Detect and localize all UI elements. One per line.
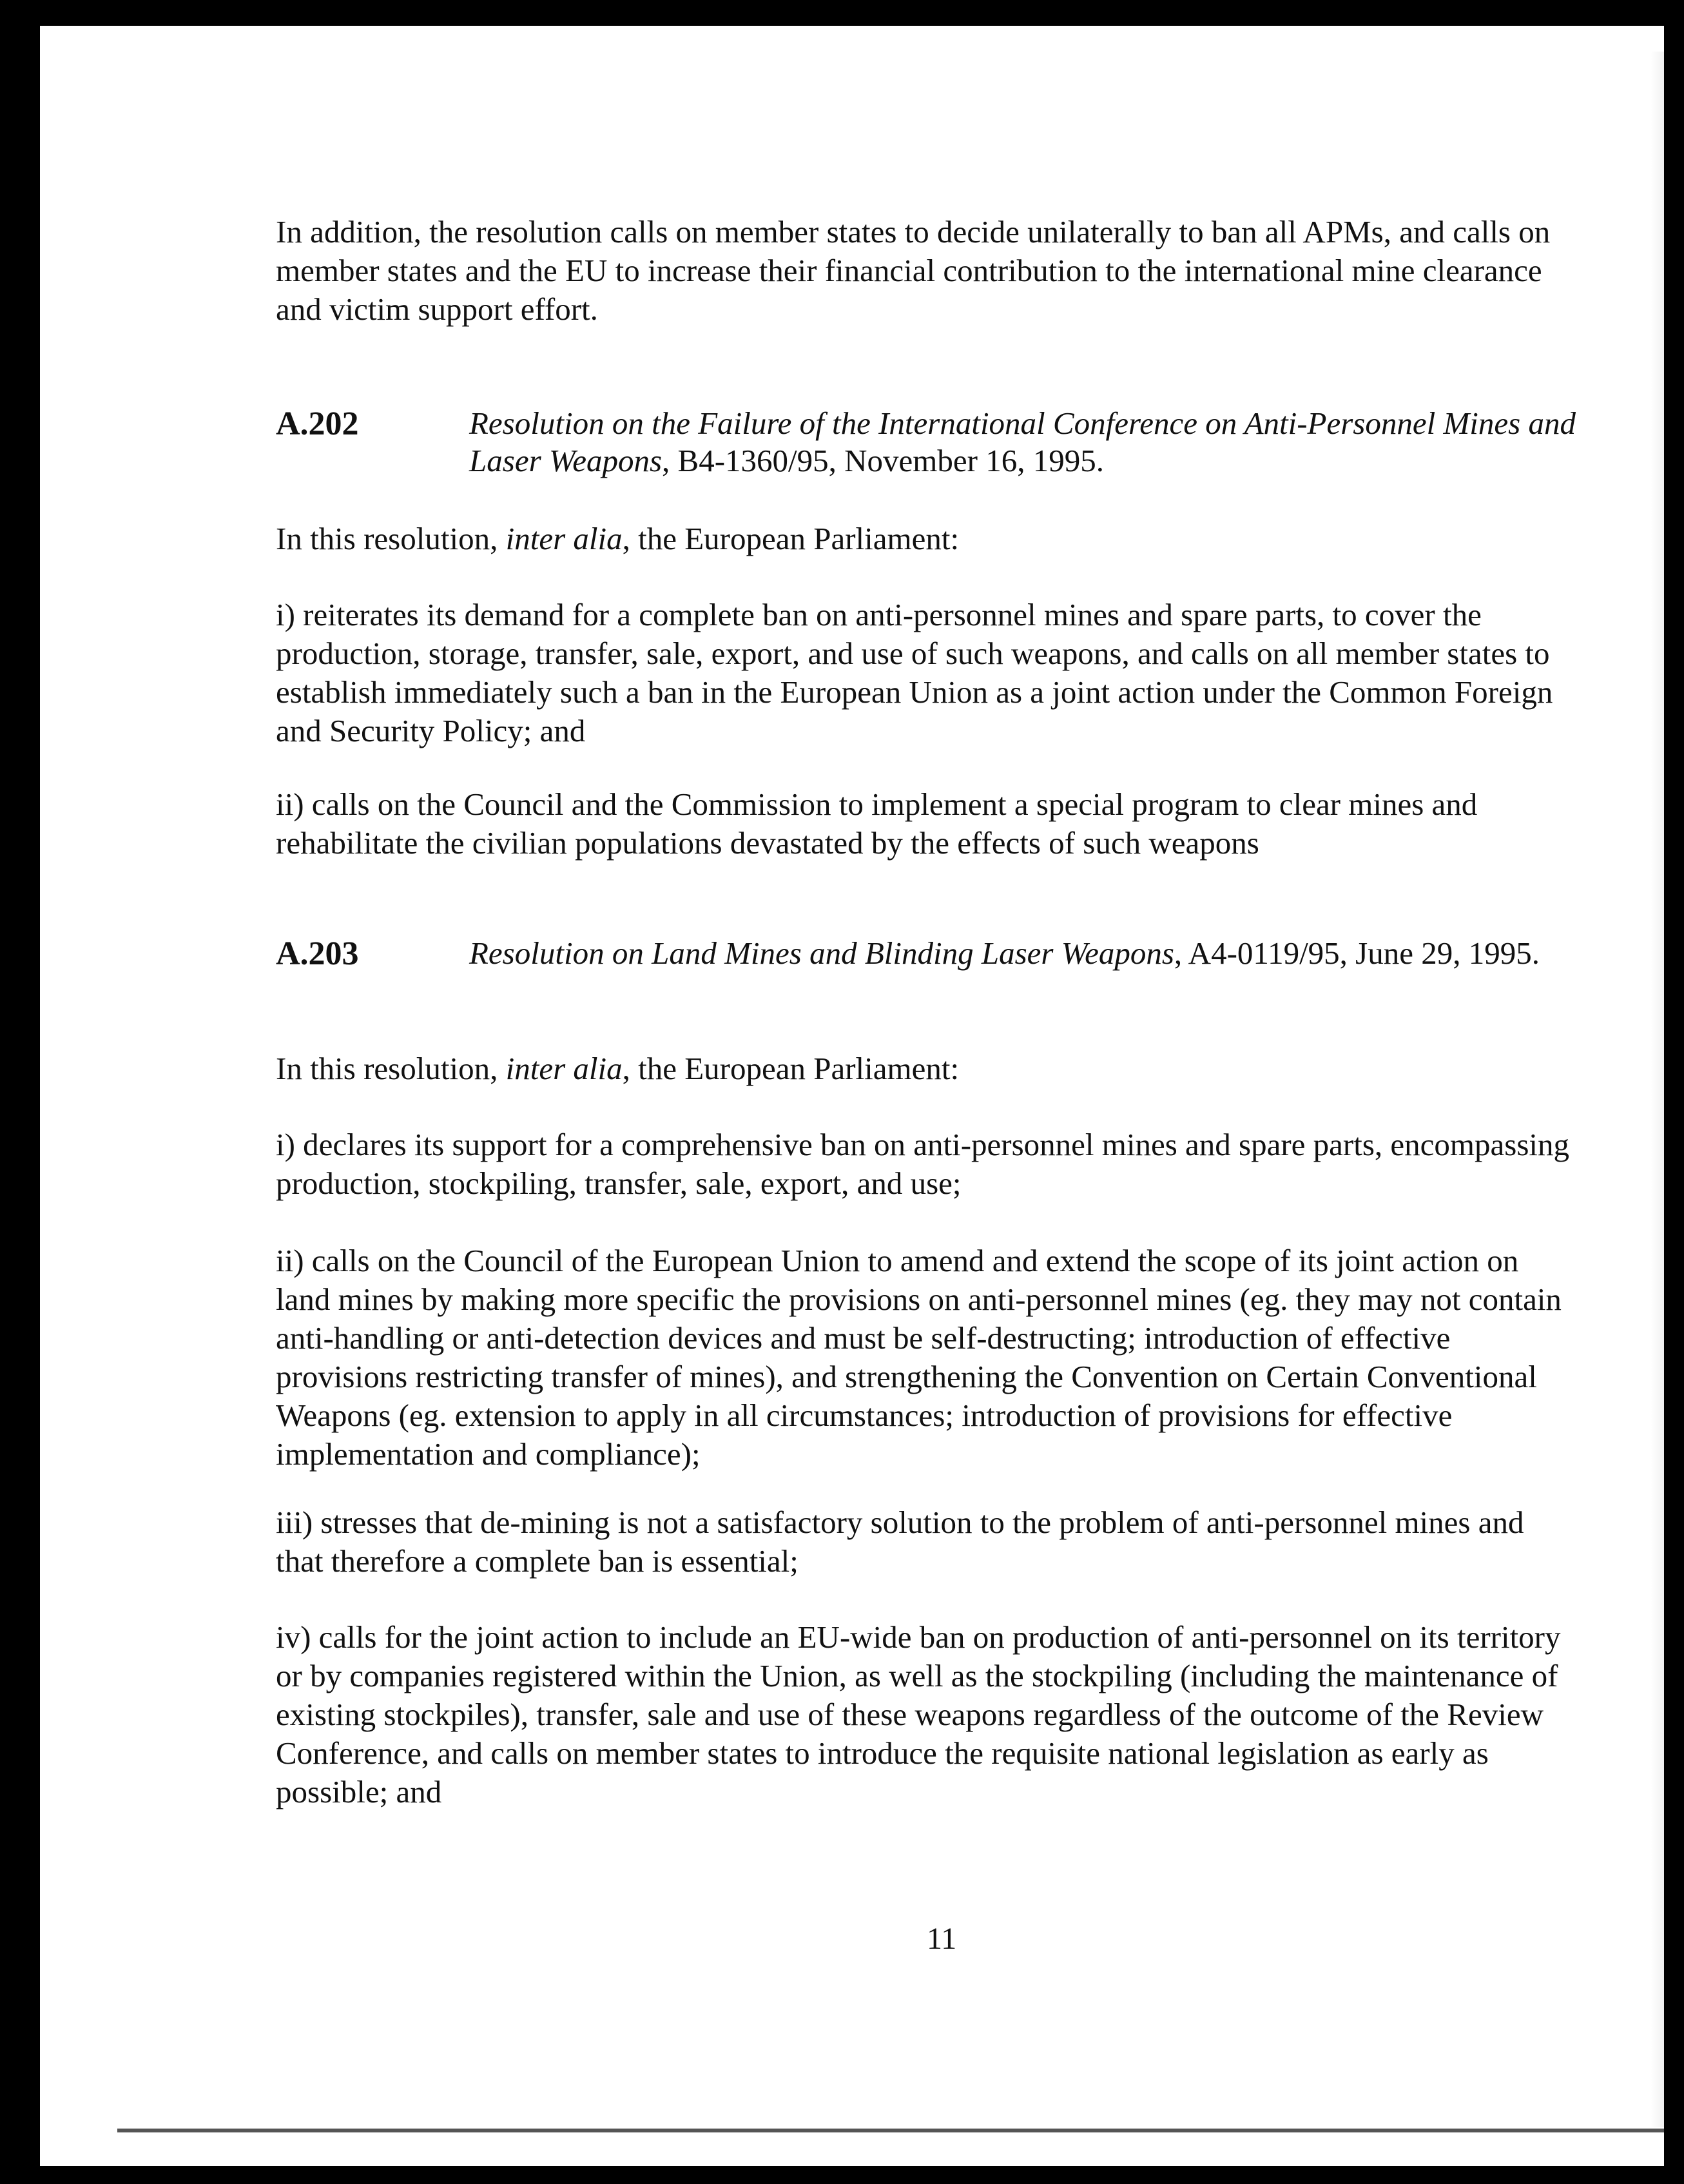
- section-code: A.202: [276, 405, 359, 442]
- opening-paragraph: In addition, the resolution calls on member states to decide unilaterally to ban all APMs, and calls on member states and the EU to increase their financial contribution to the international mine clearance and victim support effort.: [276, 214, 1551, 327]
- section-intro: [276, 520, 1578, 558]
- page-edge-shadow: [1651, 52, 1664, 2127]
- section-intro: [276, 1049, 1578, 1088]
- section-title: [469, 405, 1578, 480]
- list-item: iii) stresses that de-mining is not a satisfactory solution to the problem of anti-personnel mines and that therefore a complete ban is essential;: [276, 1505, 1524, 1579]
- list-item: i) declares its support for a comprehensive ban on anti-personnel mines and spare parts, encompassing production, stockpiling, transfer, sale, export, and use;: [276, 1127, 1570, 1201]
- list-item: ii) calls on the Council of the European Union to amend and extend the scope of its joint action on land mines by making more specific the provisions on anti-personnel mines (eg. they may not contain anti-handling or anti-detection devices and must be self-destructing; introduction of effective provisions restricting transfer of mines), and strengthening the Convention on Certain Conventional Weapons (eg. extension to apply in all circumstances; introduction of provisions for effective implementation and compliance);: [276, 1243, 1562, 1472]
- title-rest: , B4-1360/95, November 16, 1995.: [662, 443, 1104, 478]
- title-italic: Resolution on the Failure of the International Conference on Anti-Personnel Mines and Laser Weapons: [469, 405, 1576, 478]
- document-page: [40, 26, 1664, 2166]
- list-item: iv) calls for the joint action to include an EU-wide ban on production of anti-personnel on its territory or by companies registered within the Union, as well as the stockpiling (including the maintenance of existing stockpiles), transfer, sale and use of these weapons regardless of the outcome of the Review Conference, and calls on member states to introduce the requisite national legislation as early as possible; and: [276, 1619, 1561, 1809]
- list-item: ii) calls on the Council and the Commission to implement a special program to clear mines and rehabilitate the civilian populations devastated by the effects of such weapons: [276, 786, 1478, 861]
- section-title: [469, 935, 1578, 972]
- title-rest: , A4-0119/95, June 29, 1995.: [1174, 935, 1540, 971]
- intro-italic: inter alia: [505, 1051, 623, 1086]
- intro-italic: inter alia: [505, 521, 623, 556]
- list-item: i) reiterates its demand for a complete ban on anti-personnel mines and spare parts, to cover the production, storage, transfer, sale, export, and use of such weapons, and calls on all member states to establish immediately such a ban in the European Union as a joint action under the Common Foreign and Security Policy; and: [276, 597, 1553, 748]
- section-code: A.203: [276, 935, 359, 972]
- intro-end: , the European Parliament:: [622, 1051, 960, 1086]
- intro-start: In this resolution,: [276, 521, 506, 556]
- intro-start: In this resolution,: [276, 1051, 506, 1086]
- intro-end: , the European Parliament:: [622, 521, 960, 556]
- title-italic: Resolution on Land Mines and Blinding Laser Weapons: [469, 935, 1174, 971]
- page-bottom-edge: [117, 2129, 1664, 2132]
- page-number: 11: [927, 1922, 957, 1956]
